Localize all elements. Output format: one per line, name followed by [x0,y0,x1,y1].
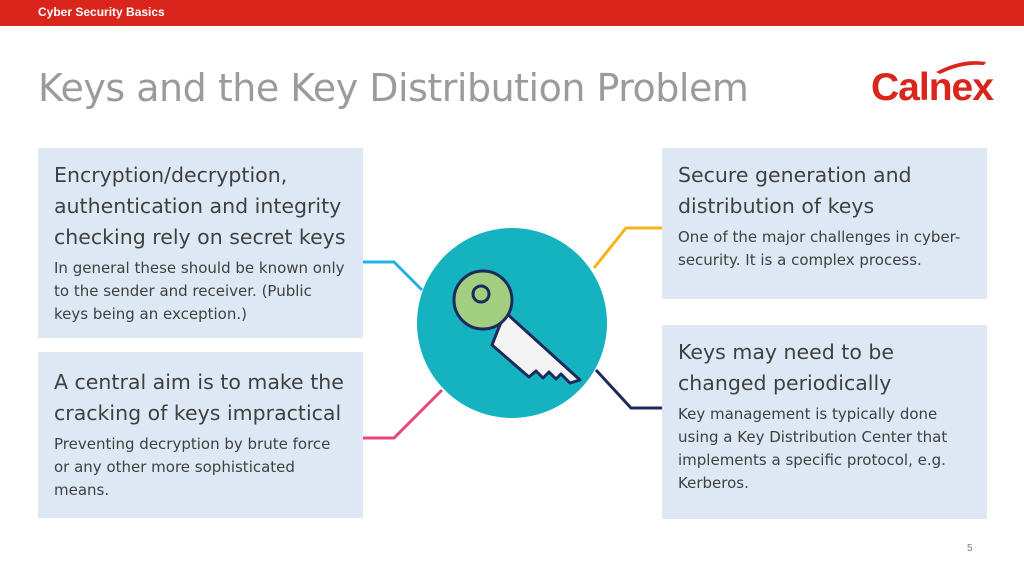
card-cracking-keys [38,352,363,518]
card-key-rotation [662,325,987,519]
connector-top-right [594,228,662,268]
card-secret-keys [38,148,363,338]
card-body: In general these should be known only to the sender and receiver. (Public keys being an exception.) [54,259,345,323]
slide-title: Keys and the Key Distribution Problem [38,66,749,110]
page-number: 5 [967,543,973,554]
section-label: Cyber Security Basics [38,5,165,19]
card-key-distribution [662,148,987,299]
card-heading: A central aim is to make the cracking of keys impractical [54,370,344,425]
logo-wordmark: Calnex [871,66,993,109]
card-heading: Secure generation and distribution of keys [678,163,912,218]
connector-top-left [363,262,422,290]
connector-bottom-right [596,370,662,408]
card-body: Key management is typically done using a Key Distribution Center that implements a specific protocol, e.g. Kerberos. [678,405,948,492]
connector-bottom-left [363,390,442,438]
card-heading: Keys may need to be changed periodically [678,340,895,395]
card-body: One of the major challenges in cyber-security. It is a complex process. [678,228,961,269]
card-body: Preventing decryption by brute force or any other more sophisticated means. [54,435,331,499]
card-heading: Encryption/decryption, authentication and integrity checking rely on secret keys [54,163,346,249]
